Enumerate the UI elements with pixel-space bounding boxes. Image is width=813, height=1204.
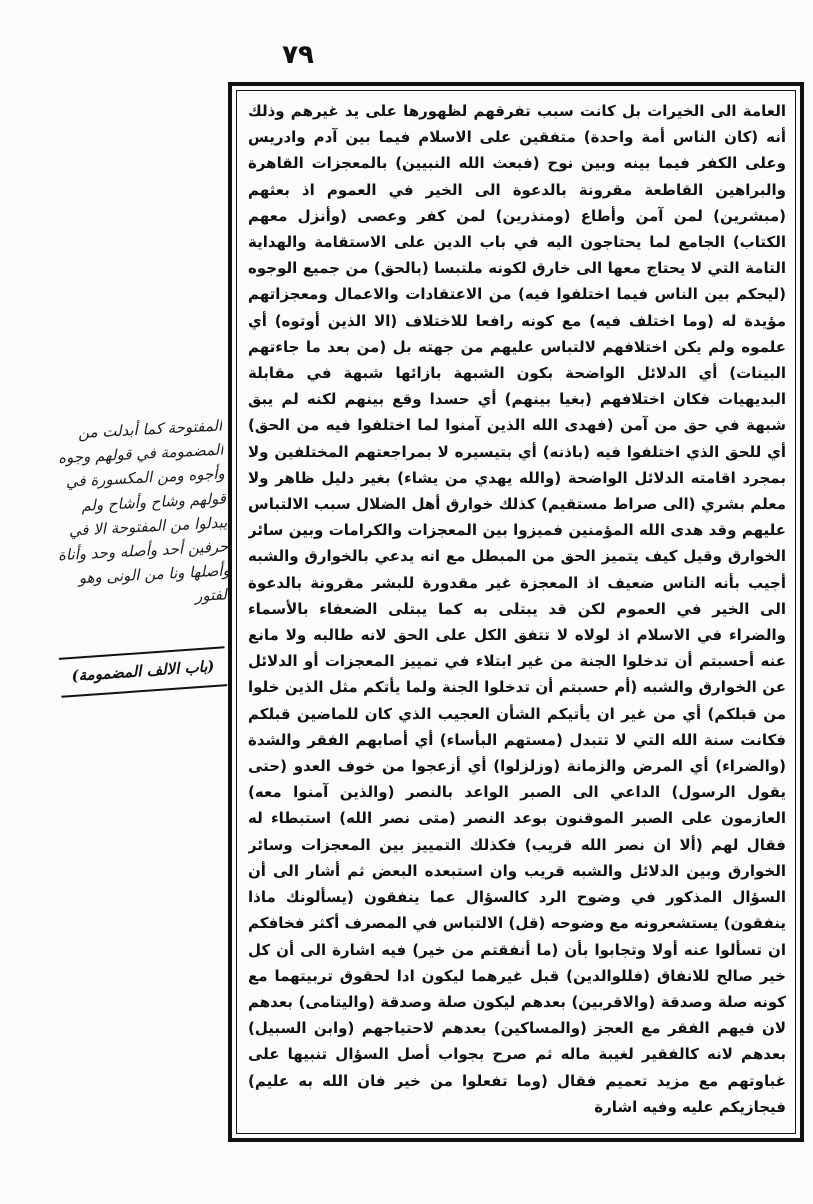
text-frame (228, 82, 804, 1142)
margin-note-line: حرفين أحد وأصله وحد وأناة (57, 537, 229, 565)
main-text-body (248, 98, 786, 1128)
margin-note-line: المفتوحة كما أبدلت من (77, 416, 223, 442)
margin-note-line: يبدلوا من المفتوحة الا في (68, 513, 228, 540)
margin-note-line: وأصلها ونا من الونى وهو (78, 561, 231, 588)
margin-note-line: وأجوه ومن المكسورة في (65, 464, 226, 492)
margin-section-heading: (باب الالف المضمومة) (59, 646, 227, 697)
margin-note-line: المضمومة في قولهم وجوه (57, 440, 224, 468)
margin-note-line: قولهم وشاح وأشاح ولم (80, 488, 227, 515)
margin-note (42, 413, 235, 667)
page-number: ٧٩ (282, 40, 314, 70)
margin-note-line: الفتور (194, 585, 232, 606)
main-paragraph: العامة الى الخيرات بل كانت سبب تفرقهم لظهورها على يد غيرهم وذلك أنه (كان الناس أمة واحدة) متفقين على الاسلام فيما بين آدم وادريس وعلى الكفر فيما بينه وبين نوح (فبعث الله النبيين) بالمعجزات القاهرة والبراهين القاطعة مقرونة بالدعوة الى الخير في العموم اذ بعثهم (مبشرين) لمن آمن وأطاع (ومنذرين) لمن كفر وعصى (وأنزل معهم الكتاب) الجامع لما يحتاجون اليه في باب الدين على الاستقامة والهداية التامة التي لا يحتاج معها الى خارق لكونه ملتبسا (بالحق) من جميع الوجوه (ليحكم بين الناس فيما اختلفوا فيه) من الاعتقادات والاعمال ومعجزاتهم مؤيدة له (وما اختلف فيه) مع كونه رافعا للاختلاف (الا الذين أوتوه) أي علموه ولم يكن اختلافهم لالتباس عليهم من جهته بل (من بعد ما جاءتهم البينات) أي الدلائل الواضحة بكون الشبهة بازائها شبهة في مقابلة البديهيات فكان اختلافهم (بغيا بينهم) أي حسدا وقع بينهم لكنه لم يبق شبهة في حق من آمن (فهدى الله الذين آمنوا لما اختلفوا فيه من الحق) أي للحق الذي اختلفوا فيه (باذنه) أي بتيسيره لا بمراجعتهم المختلفين ولا بمجرد اقامته الدلائل الواضحة (والله يهدي من يشاء) بغير دليل ظاهر ولا معلم بشري (الى صراط مستقيم) كذلك خوارق أهل الضلال سبب الالتباس عليهم وقد هدى الله المؤمنين فميزوا بين المعجزات والكرامات وبين سائر الخوارق وقيل كيف يتميز الحق من المبطل مع انه يدعي بالخوارق والشبه أجيب بأنه الناس ضعيف اذ المعجزة غير مقدورة للبشر مقرونة بالدعوة الى الخير في العموم لكن قد يبتلى به كما يبتلى الضعفاء بالأسماء والضراء في الاسلام اذ لولاه لا تتفق الكل على الحق لانه طالبه ولا مانع عنه أحسبتم أن تدخلوا الجنة من غير ابتلاء في تمييز المعجزات أو الدلائل عن الخوارق والشبه (أم حسبتم أن تدخلوا الجنة ولما يأتكم مثل الذين خلوا من قبلكم) أي من غير ان يأتيكم الشأن العجيب الذي كان للماضين قبلكم فكانت سنة الله التي لا تتبدل (مستهم البأساء) أي أصابهم الفقر والشدة (والضراء) أي المرض والزمانة (وزلزلوا) أي أزعجوا من خوف العدو (حتى يقول الرسول) الداعي الى الصبر الواعد بالنصر (والذين آمنوا معه) العازمون على الصبر الموقنون بوعد النصر (متى نصر الله) استبطاء له فقال لهم (ألا ان نصر الله قريب) فكذلك التمييز بين المعجزات وسائر الخوارق وبين الدلائل والشبه قريب وان استبعده البعض ثم أشار الى أن السؤال المذكور في وضوح الرد كالسؤال عما ينفقون (يسألونك ماذا ينفقون) يستشعرونه مع وضوحه (قل) الالتباس في المصرف أكثر فخافكم ان تسألوا عنه أولا وتجابوا بأن (ما أنفقتم من خير) فيه اشارة الى أن كل خير صالح للانفاق (فللوالدين) قبل غيرهما ليكون ادا لحقوق تربيتهما مع كونه صلة وصدقة (والاقربين) بعدهم ليكون صلة وصدقة (واليتامى) بعدهم لان فيهم الفقر مع العجز (والمساكين) بعدهم لاحتياجهم (وابن السبيل) بعدهم لانه كالفقير لغيبة ماله ثم صرح بجواب أصل السؤال تنبيها على غباوتهم مع مزيد تعميم فقال (وما تفعلوا من خير فان الله به عليم) فيجازيكم عليه وفيه اشارة (248, 102, 786, 1116)
